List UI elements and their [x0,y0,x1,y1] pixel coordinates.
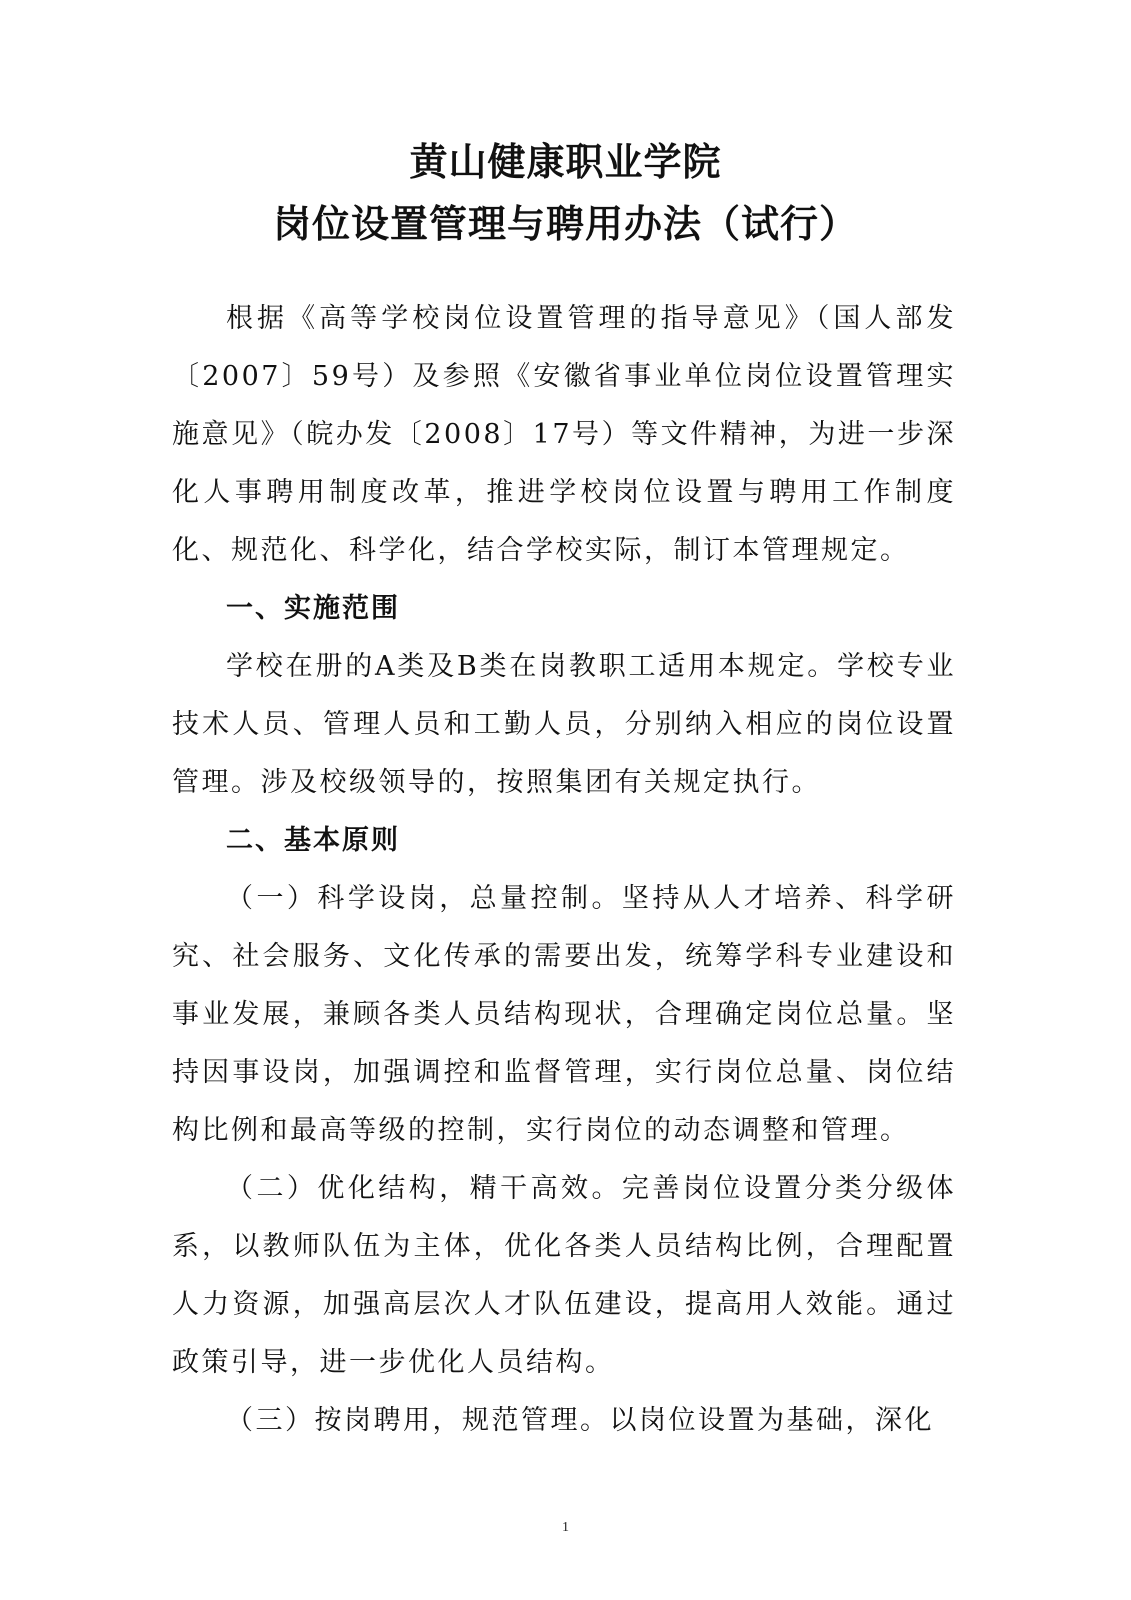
principle-paragraph-1: （一）科学设岗，总量控制。坚持从人才培养、科学研究、社会服务、文化传承的需要出发，统筹学科专业建设和事业发展，兼顾各类人员结构现状，合理确定岗位总量。坚持因事设岗，加强调控和监督管理，实行岗位总量、岗位结构比例和最高等级的控制，实行岗位的动态调整和管理。 [172,883,956,1146]
principle-paragraph-2: （二）优化结构，精干高效。完善岗位设置分类分级体系，以教师队伍为主体，优化各类人员结构比例，合理配置人力资源，加强高层次人才队伍建设，提高用人效能。通过政策引导，进一步优化人员结构。 [172,1173,956,1378]
document-body [172,290,956,1450]
document-title-regulation: 岗位设置管理与聘用办法（试行） [272,202,858,246]
section-heading-scope: 一、实施范围 [226,593,400,624]
document-title-school: 黄山健康职业学院 [409,140,722,184]
scope-paragraph: 学校在册的A类及B类在岗教职工适用本规定。学校专业技术人员、管理人员和工勤人员，分别纳入相应的岗位设置管理。涉及校级领导的，按照集团有关规定执行。 [172,651,956,798]
page-number: 1 [562,1520,569,1535]
intro-paragraph: 根据《高等学校岗位设置管理的指导意见》（国人部发〔2007〕59号）及参照《安徽省事业单位岗位设置管理实施意见》（皖办发〔2008〕17号）等文件精神，为进一步深化人事聘用制度改革，推进学校岗位设置与聘用工作制度化、规范化、科学化，结合学校实际，制订本管理规定。 [172,303,956,566]
section-heading-principles: 二、基本原则 [226,825,400,856]
principle-paragraph-3: （三）按岗聘用，规范管理。以岗位设置为基础，深化 [226,1405,934,1436]
